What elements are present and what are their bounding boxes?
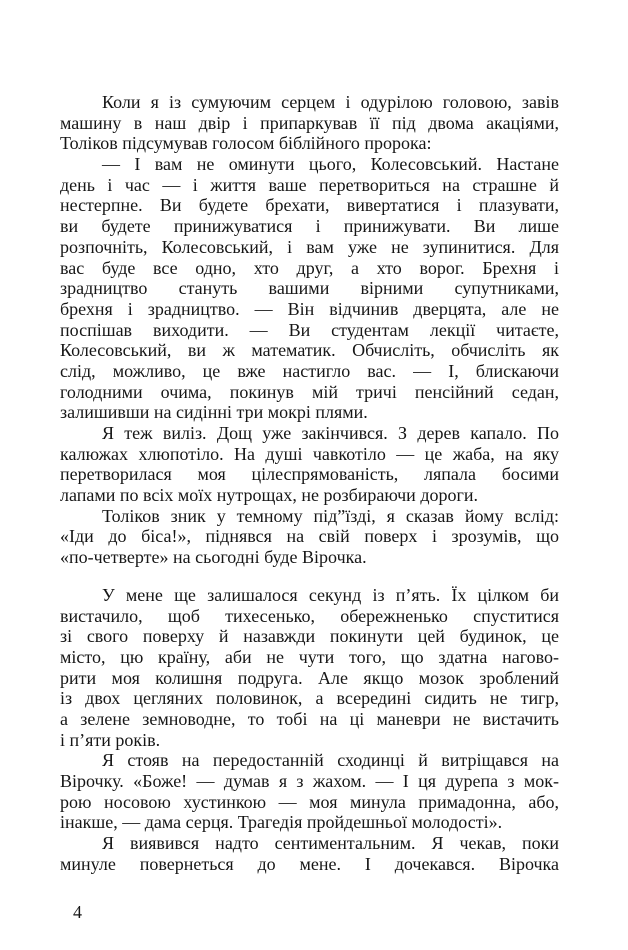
text-line: місто, цю країну, аби не чути того, що здатна нагово- (60, 646, 559, 667)
text-line: Толіков підсумував голосом біблійного пророка: (60, 133, 432, 154)
paragraph (60, 506, 559, 568)
page-number: 4 (73, 902, 82, 922)
text-line: брехня і зрадництво. — Він відчинив дверцята, але не (60, 298, 559, 319)
text-line: машину в наш двір і припаркував її під двома акаціями, (60, 112, 559, 133)
page-text (60, 92, 559, 874)
text-line: «по-четверте» на сьогодні буде Вірочка. (60, 547, 367, 568)
paragraph (60, 92, 559, 154)
text-line: Я теж виліз. Дощ уже закінчився. З дерев капало. По (102, 423, 559, 443)
text-line: день і час — і життя ваше перетвориться на страшне й (60, 174, 559, 195)
text-line: зі свого поверху й назавжди покинути цей будинок, це (60, 626, 559, 647)
text-line: лапами по всіх моїх нутрощах, не розбираючи дороги. (60, 485, 478, 506)
text-line: перетворилася моя цілеспрямованість, ляпала босими (60, 464, 559, 485)
text-line: голодними очима, покинув мій тричі пенсійний седан, (60, 381, 559, 402)
text-line: рити моя колишня подруга. Але якщо мозок зроблений (60, 667, 559, 688)
paragraph (60, 423, 559, 506)
text-line: поспішав виходити. — Ви студентам лекції читаєте, (60, 319, 559, 340)
text-line: рою носовою хустинкою — моя минула примадонна, або, (60, 791, 559, 812)
text-line: калюжах хлюпотіло. На душі чавкотіло — це жаба, на яку (60, 443, 559, 464)
text-line: а зелене земноводне, то тобі на ці маневри не вистачить (60, 708, 559, 729)
text-line: минуле повернеться до мене. І дочекався. Вірочка (60, 853, 559, 874)
text-line: вас буде все одно, хто друг, а хто ворог. Брехня і (60, 257, 559, 278)
text-line: Толіков зник у темному під”їзді, я сказав йому вслід: (102, 505, 559, 526)
paragraph (60, 833, 559, 874)
text-line: — І вам не оминути цього, Колесовський. Настане (102, 154, 559, 175)
text-line: із двох цегляних половинок, а всередині сидить не тигр, (60, 688, 559, 709)
text-line: залишивши на сидінні три мокрі плями. (60, 402, 368, 423)
paragraph (60, 585, 559, 751)
paragraph (60, 750, 559, 833)
text-line: Колесовський, ви ж математик. Обчисліть, обчисліть як (60, 340, 559, 361)
text-line: і п’яти років. (60, 729, 161, 750)
text-line: інакше, — дама серця. Трагедія пройдешньої молодості». (60, 812, 503, 833)
text-line: «Іди до біса!», піднявся на свій поверх і зрозумів, що (60, 526, 559, 547)
text-line: вистачило, щоб тихесенько, обережненько спуститися (60, 605, 559, 626)
text-line: Я виявився надто сентиментальним. Я чекав, поки (102, 833, 559, 854)
text-line: Я стояв на передостанній сходинці й витріщався на (102, 750, 559, 771)
text-line: зрадництво стануть вашими вірними супутниками, (60, 278, 559, 299)
text-line: слід, можливо, це вже настигло вас. — І, блискаючи (60, 360, 559, 381)
paragraph (60, 154, 559, 423)
text-line: нестерпне. Ви будете брехати, вивертатися і плазувати, (60, 195, 559, 216)
text-line: У мене ще залишалося секунд із п’ять. Їх цілком би (102, 584, 559, 605)
text-line: ви будете принижуватися і принижувати. Ви лише (60, 216, 559, 237)
text-line: Коли я із сумуючим серцем і одурілою головою, завів (102, 92, 559, 112)
text-line: розпочніть, Колесовський, і вам уже не зупинитися. Для (60, 236, 559, 257)
text-line: Вірочку. «Боже! — думав я з жахом. — І ця дурепа з мок- (60, 771, 559, 791)
